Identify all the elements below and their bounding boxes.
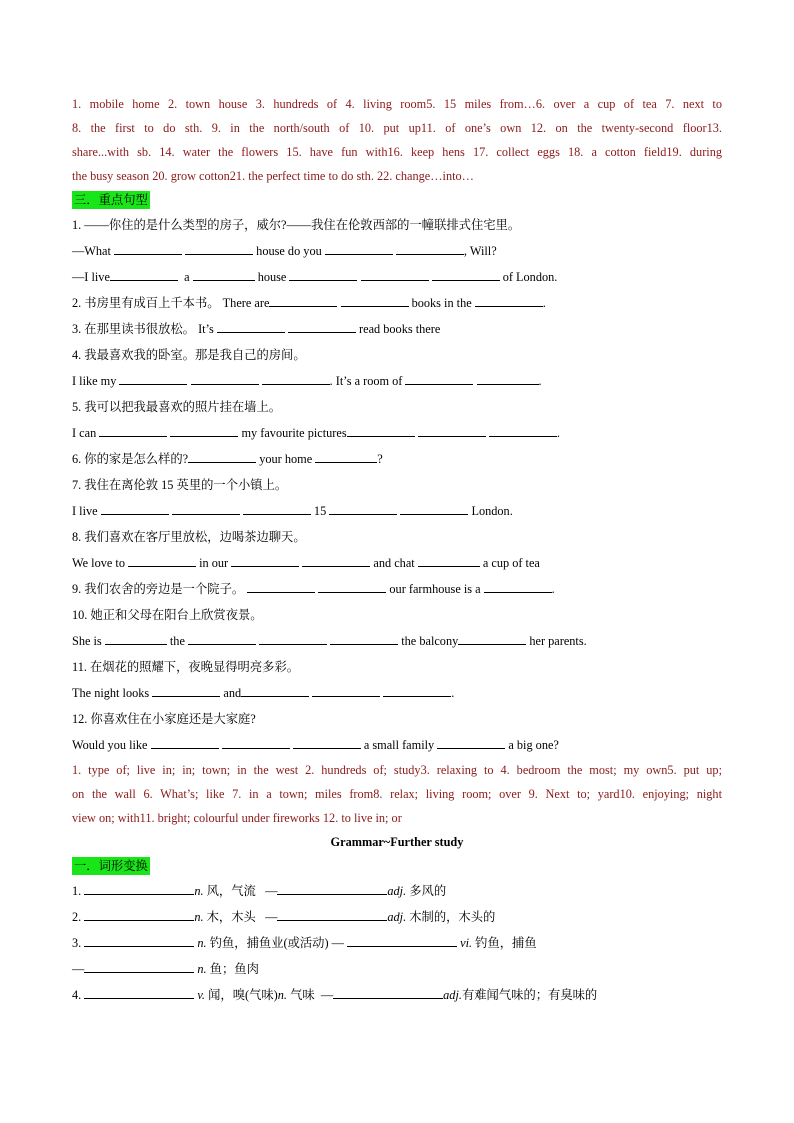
fill-blank[interactable] [484, 579, 552, 593]
meaning: 风，气流 [206, 884, 256, 898]
meaning: 有难闻气味的；有臭味的 [461, 988, 598, 1002]
text: a cup of tea [482, 556, 540, 570]
text: . [542, 296, 546, 310]
text: . It’s a room of [329, 374, 403, 388]
part-of-speech: adj. [443, 988, 462, 1002]
item-number: 1. [72, 884, 82, 898]
dash: — [320, 988, 334, 1002]
fill-blank[interactable] [289, 267, 357, 281]
text: the balcony [401, 634, 459, 648]
q5-english [72, 420, 722, 446]
meaning: 气味 [290, 988, 315, 1002]
text: in our [199, 556, 229, 570]
q4-chinese: 4. 我最喜欢我的卧室。那是我自己的房间。 [72, 348, 306, 362]
sentence-answer-line: on the wall 6. What’s; like 7. in a town; miles from8. relax; living room; over 9. Next to; yard10. enjoying; night [72, 787, 722, 801]
fill-blank[interactable] [437, 735, 505, 749]
fill-blank[interactable] [347, 423, 415, 437]
q10-english [72, 628, 722, 654]
fill-blank[interactable] [241, 683, 309, 697]
q9-line [72, 576, 722, 602]
fill-blank[interactable] [193, 267, 255, 281]
grammar-title: Grammar~Further study [330, 835, 464, 849]
section-heading-sentences [72, 188, 722, 212]
text: house [257, 270, 287, 284]
part-of-speech: adj. [387, 884, 407, 898]
text: —What [72, 244, 111, 258]
item-number: 2. [72, 910, 82, 924]
fill-blank[interactable] [188, 631, 256, 645]
text: her parents. [529, 634, 587, 648]
q6-chinese: 6. 你的家是怎么样的? [72, 452, 189, 466]
text: ? [377, 452, 383, 466]
fill-blank[interactable] [383, 683, 451, 697]
text: It’s [198, 322, 214, 336]
fill-blank[interactable] [110, 267, 178, 281]
fill-blank[interactable] [243, 501, 311, 515]
text: house do you [256, 244, 322, 258]
section-heading-label: 三．重点句型 [74, 193, 148, 207]
text: . [538, 374, 542, 388]
fill-blank[interactable] [172, 501, 240, 515]
part-of-speech: v. [197, 988, 206, 1002]
sentence-answer-line: view on; with11. bright; colourful under fireworks 12. to live in; or [72, 811, 402, 825]
fill-blank[interactable] [315, 449, 377, 463]
fill-blank[interactable] [222, 735, 290, 749]
text: . [556, 426, 560, 440]
word-item-3 [72, 930, 722, 956]
q1-chinese: 1. ——你住的是什么类型的房子，威尔?——我住在伦敦西部的一幢联排式住宅里。 [72, 218, 521, 232]
q8-english [72, 550, 722, 576]
meaning: 闻，嗅(气味) [208, 988, 278, 1002]
fill-blank[interactable] [329, 501, 397, 515]
q11-english [72, 680, 722, 706]
dash: — [265, 910, 278, 924]
q7-english [72, 498, 722, 524]
q8-chinese: 8. 我们喜欢在客厅里放松，边喝茶边聊天。 [72, 530, 306, 544]
section-heading-words [72, 854, 722, 878]
word-item-1 [72, 878, 722, 904]
q6-line [72, 446, 722, 472]
section-heading-label: 一．词形变换 [74, 859, 148, 873]
fill-blank[interactable] [330, 631, 398, 645]
fill-blank[interactable] [475, 293, 543, 307]
part-of-speech: vi. [460, 936, 473, 950]
text: books in the [411, 296, 472, 310]
text: She is [72, 634, 102, 648]
fill-blank[interactable] [262, 371, 330, 385]
fill-blank[interactable] [400, 501, 468, 515]
meaning: 钓鱼，捕鱼业(或活动) [209, 936, 329, 950]
part-of-speech: n. [277, 988, 288, 1002]
fill-blank[interactable] [119, 371, 187, 385]
word-item-2 [72, 904, 722, 930]
text: my favourite pictures [241, 426, 347, 440]
meaning: 木，木头 [206, 910, 256, 924]
fill-blank[interactable] [188, 449, 256, 463]
text: The night looks [72, 686, 150, 700]
q2-chinese: 2. 书房里有成百上千本书。 [72, 296, 220, 310]
fill-blank[interactable] [396, 241, 464, 255]
fill-blank[interactable] [105, 631, 167, 645]
text: I can [72, 426, 97, 440]
fill-blank[interactable] [84, 985, 194, 999]
q10-chinese: 10. 她正和父母在阳台上欣赏夜景。 [72, 608, 263, 622]
sentence-answers [72, 758, 722, 830]
q12-chinese: 12. 你喜欢住在小家庭还是大家庭? [72, 712, 256, 726]
vocab-answer-line: the busy season 20. grow cotton21. the perfect time to do sth. 22. change…into… [72, 169, 474, 183]
part-of-speech: n. [197, 936, 207, 950]
fill-blank[interactable] [84, 907, 194, 921]
q4-english [72, 368, 722, 394]
fill-blank[interactable] [361, 267, 429, 281]
meaning: 木制的，木头的 [409, 910, 496, 924]
text: the [169, 634, 185, 648]
fill-blank[interactable] [288, 319, 356, 333]
word-item-3b [72, 956, 722, 982]
text: There are [222, 296, 270, 310]
fill-blank[interactable] [318, 579, 386, 593]
fill-blank[interactable] [185, 241, 253, 255]
fill-blank[interactable] [128, 553, 196, 567]
fill-blank[interactable] [84, 881, 194, 895]
text: a big one? [508, 738, 559, 752]
q3-line [72, 316, 722, 342]
q9-chinese: 9. 我们农舍的旁边是一个院子。 [72, 582, 245, 596]
fill-blank[interactable] [84, 933, 194, 947]
fill-blank[interactable] [489, 423, 557, 437]
vocab-answer-line: share...with sb. 14. water the flowers 15. have fun with16. keep hens 17. collect eggs 18. a cotton field19. during [72, 145, 722, 159]
fill-blank[interactable] [277, 881, 387, 895]
word-item-4 [72, 982, 722, 1008]
vocab-answer-line: 8. the first to do sth. 9. in the north/south of 10. put up11. of one’s own 12. on the twenty-second floor13. [72, 121, 722, 135]
q12-english [72, 732, 722, 758]
fill-blank[interactable] [269, 293, 337, 307]
fill-blank[interactable] [217, 319, 285, 333]
fill-blank[interactable] [325, 241, 393, 255]
dash: — [265, 884, 278, 898]
dash: — [72, 962, 85, 976]
fill-blank[interactable] [152, 683, 220, 697]
text: I live [72, 504, 98, 518]
part-of-speech: adj. [387, 910, 407, 924]
part-of-speech: n. [194, 884, 204, 898]
item-number: 3. [72, 936, 82, 950]
text: and chat [373, 556, 415, 570]
fill-blank[interactable] [114, 241, 182, 255]
text: and [223, 686, 242, 700]
text: a small family [363, 738, 435, 752]
fill-blank[interactable] [247, 579, 315, 593]
sentence-answer-line: 1. type of; live in; in; town; in the west 2. hundreds of; study3. relaxing to 4. bedroom the most; my own5. put up; [72, 763, 722, 777]
text: read books there [359, 322, 441, 336]
fill-blank[interactable] [277, 907, 387, 921]
text: 15 [313, 504, 327, 518]
text: your home [259, 452, 313, 466]
text: our farmhouse is a [389, 582, 481, 596]
q2-line [72, 290, 722, 316]
fill-blank[interactable] [231, 553, 299, 567]
q1-english-b [72, 264, 722, 290]
text: a [184, 270, 190, 284]
text: , Will? [463, 244, 497, 258]
fill-blank[interactable] [347, 933, 457, 947]
q5-chinese: 5. 我可以把我最喜欢的照片挂在墙上。 [72, 400, 282, 414]
q7-chinese: 7. 我住在离伦敦 15 英里的一个小镇上。 [72, 478, 288, 492]
q1-english-a [72, 238, 722, 264]
q11-chinese: 11. 在烟花的照耀下，夜晚显得明亮多彩。 [72, 660, 300, 674]
text: —I live [72, 270, 110, 284]
text: Would you like [72, 738, 148, 752]
text: London. [471, 504, 513, 518]
text: of London. [502, 270, 558, 284]
fill-blank[interactable] [151, 735, 219, 749]
item-number: 4. [72, 988, 82, 1002]
vocab-answers [72, 92, 722, 188]
fill-blank[interactable] [99, 423, 167, 437]
text: I like my [72, 374, 117, 388]
text: . [551, 582, 555, 596]
fill-blank[interactable] [293, 735, 361, 749]
fill-blank[interactable] [333, 985, 443, 999]
text: We love to [72, 556, 125, 570]
fill-blank[interactable] [259, 631, 327, 645]
fill-blank[interactable] [458, 631, 526, 645]
meaning: 鱼；鱼肉 [209, 962, 259, 976]
fill-blank[interactable] [302, 553, 370, 567]
fill-blank[interactable] [312, 683, 380, 697]
meaning: 多风的 [409, 884, 447, 898]
part-of-speech: n. [194, 910, 204, 924]
meaning: 钓鱼，捕鱼 [475, 936, 537, 950]
q3-chinese: 3. 在那里读书很放松。 [72, 322, 195, 336]
vocab-answer-line: 1. mobile home 2. town house 3. hundreds of 4. living room5. 15 miles from…6. over a cup of tea 7. next to [72, 97, 722, 111]
dash: — [331, 936, 344, 950]
fill-blank[interactable] [418, 553, 480, 567]
fill-blank[interactable] [84, 959, 194, 973]
fill-blank[interactable] [477, 371, 539, 385]
fill-blank[interactable] [432, 267, 500, 281]
worksheet-page [72, 92, 722, 1008]
fill-blank[interactable] [191, 371, 259, 385]
fill-blank[interactable] [405, 371, 473, 385]
fill-blank[interactable] [101, 501, 169, 515]
fill-blank[interactable] [418, 423, 486, 437]
fill-blank[interactable] [170, 423, 238, 437]
fill-blank[interactable] [341, 293, 409, 307]
text: . [451, 686, 455, 700]
part-of-speech: n. [197, 962, 207, 976]
